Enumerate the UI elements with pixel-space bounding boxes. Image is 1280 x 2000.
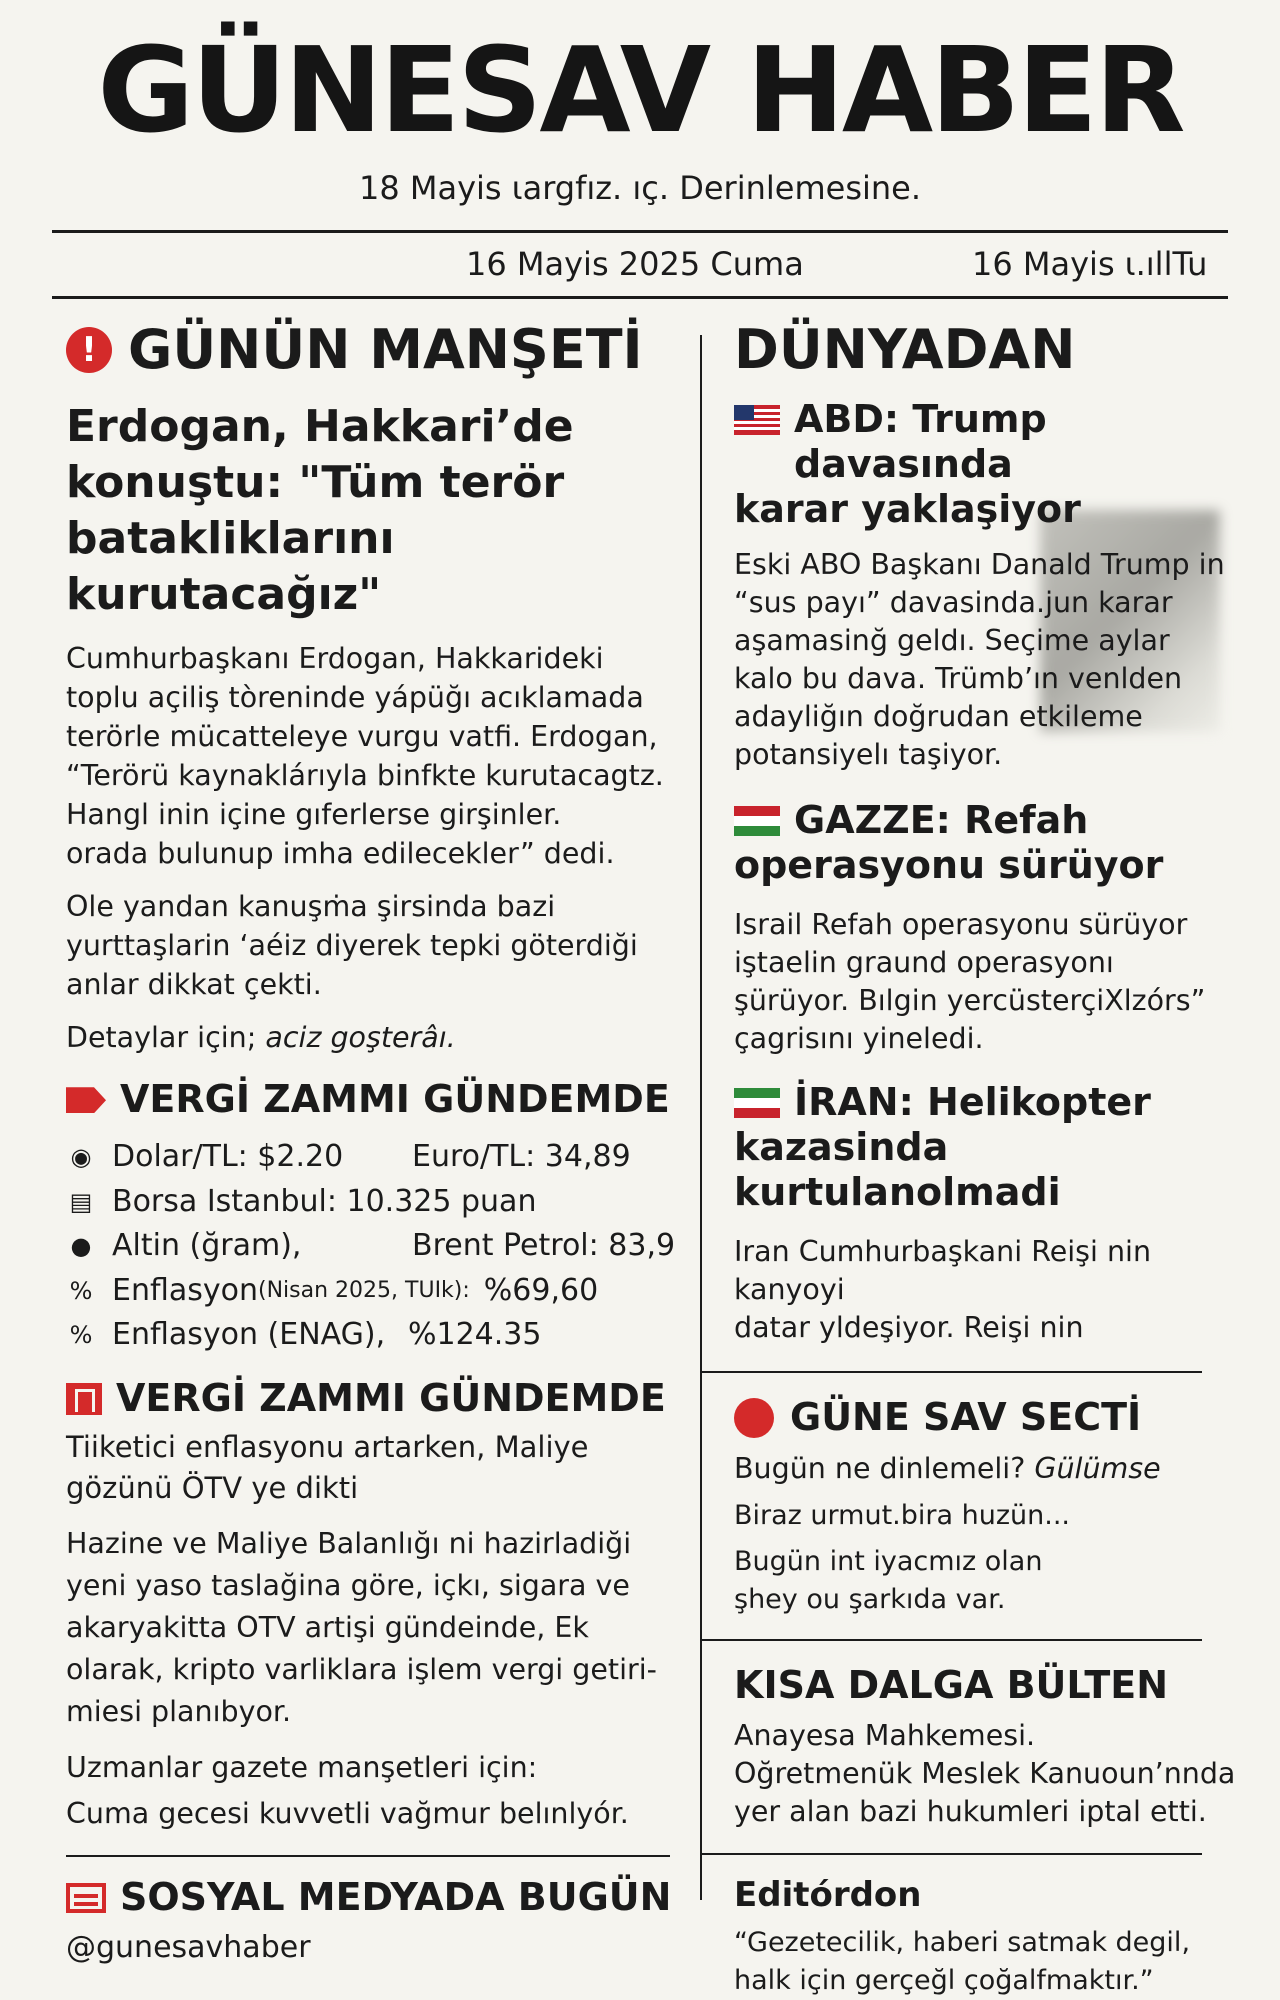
vergi-body: [66, 1523, 686, 1733]
body-line: Israil Refah operasyonu sürüyor: [734, 908, 1188, 942]
body-line: toplu açiliş tòreninde yápüğı acıklamada: [66, 681, 644, 715]
body-line: yeni yaso taslağina göre, içkı, sigara ve: [66, 1569, 630, 1603]
usa-flag-icon: [734, 405, 780, 435]
world-headline: [734, 397, 1254, 532]
headline-line: konuştu: "Tüm terör: [66, 457, 565, 509]
market-value: %69,60: [483, 1272, 599, 1308]
body-line: yer alan bazi hukumleri iptal etti.: [734, 1794, 1207, 1828]
vergi-lead: [66, 1427, 686, 1509]
market-value: Brent Petrol: 83,9: [412, 1228, 676, 1264]
tag-icon: [66, 1087, 106, 1113]
body-line: Ole yandan kanuşṁa şirsinda bazi: [66, 890, 556, 924]
manset-body: [66, 639, 686, 873]
world-item-gaza[interactable]: [734, 798, 1254, 1058]
world-body: [734, 546, 1254, 774]
headline-line: karar yaklaşiyor: [734, 487, 1081, 532]
headline-line: kazasinda kurtulanolmadi: [734, 1125, 1061, 1215]
iran-flag-icon: [734, 1088, 780, 1118]
body-line: gözünü ÖTV ye dikti: [66, 1471, 359, 1506]
manset-body-2: [66, 887, 686, 1004]
body-line: Eski ABO Başkanı Danald Trump in: [734, 548, 1225, 582]
market-value: Enflasyon (ENAG),: [112, 1317, 386, 1353]
exclamation-icon: !: [66, 327, 112, 373]
headline-line: İRAN: Helikopter: [794, 1080, 1151, 1125]
world-section-title: DÜNYADAN: [734, 318, 1076, 381]
world-body: [734, 1233, 1254, 1347]
pick-question-text: Bugün ne dinlemeli?: [734, 1452, 1026, 1486]
manset-heading: [66, 320, 686, 379]
body-line: adayliğın doğrudan etkileme: [734, 700, 1143, 734]
body-line: yurttaşlarin ‘aéiz diyerek tepki göterdiği: [66, 929, 638, 963]
body-line: iştaelin graund operasyonı: [734, 946, 1114, 980]
market-row: [66, 1269, 686, 1314]
body-line: olarak, kripto varliklara işlem vergi getiri-: [66, 1653, 657, 1687]
column-divider: [700, 335, 702, 1900]
quote-line: “Gezetecilik, haberi satmak degil,: [734, 1927, 1191, 1959]
editor-rule: [702, 1853, 1202, 1855]
social-handle[interactable]: @gunesavhaber: [66, 1930, 311, 1966]
body-line: kalo bu dava. Trümb’ın venlden: [734, 662, 1183, 696]
headline-line: GAZZE: Refah: [794, 798, 1089, 843]
pick-line: Biraz urmut.bira huzün...: [734, 1500, 1070, 1532]
body-line: Cuma gecesi kuvvetli vağmur belınlyór.: [66, 1797, 629, 1831]
body-line: potansiyelı taşiyor.: [734, 738, 1003, 772]
body-line: şürüyor. Bılgin yercüsterçiXlzórs”: [734, 984, 1206, 1018]
market-value: Enflasyon: [112, 1272, 259, 1308]
dateline-center: 16 Mayis 2025 Cuma: [466, 245, 804, 283]
editor-quote: [734, 1924, 1254, 2000]
social-heading: [66, 1877, 686, 1919]
body-line: aşamasinğ geldı. Seçime aylar: [734, 624, 1170, 658]
body-line: “sus payı” davasinda.jun karar: [734, 586, 1173, 620]
manset-details: [66, 1018, 686, 1057]
editor-heading: [734, 1874, 1254, 1915]
building-icon: [66, 1383, 102, 1415]
manset-headline[interactable]: [66, 399, 686, 623]
market-row: [66, 1180, 686, 1225]
market-row: [66, 1313, 686, 1358]
gaza-flag-icon: [734, 806, 780, 836]
media-icon: [66, 1883, 106, 1913]
body-line: terörle mücatteleye vurgu vatfi. Erdogan,: [66, 720, 658, 754]
body-line: miesi planıbyor.: [66, 1695, 292, 1729]
social-rule: [66, 1855, 670, 1857]
headline-line: Erdogan, Hakkari’de: [66, 401, 574, 453]
bulletin-body: [734, 1717, 1254, 1831]
body-line: orada bulunup imha edilecekler” dedi.: [66, 837, 615, 871]
market-value: %124.35: [408, 1317, 542, 1353]
world-item-iran[interactable]: [734, 1080, 1254, 1347]
headline-line: batakliklarını kurutacağız": [66, 513, 395, 621]
dateline-rule: [52, 296, 1228, 299]
market-ticker: [66, 1135, 686, 1358]
pick-line: şhey ou şarkıda var.: [734, 1584, 1006, 1616]
market-value: Euro/TL: 34,89: [412, 1139, 631, 1175]
dot-icon: [734, 1398, 774, 1438]
world-body: [734, 906, 1254, 1058]
pick-question: [734, 1449, 1254, 1489]
headline-line: operasyonu sürüyor: [734, 843, 1164, 888]
bulletin-section-title: KISA DALGA BÜLTEN: [734, 1663, 1169, 1708]
details-prefix: Detaylar için;: [66, 1021, 257, 1055]
pick-song-title[interactable]: Gülümse: [1034, 1452, 1161, 1486]
train-icon: ▤: [69, 1187, 93, 1216]
manset-section-title: GÜNÜN MANŞETİ: [128, 318, 643, 381]
dateline-right: 16 Mayis ɩ.ıllTu: [972, 245, 1208, 283]
body-line: Hazine ve Maliye Balanlığı ni hazirladiği: [66, 1527, 632, 1561]
bulletin-rule: [702, 1639, 1202, 1641]
masthead-title: GÜNESAV HABER: [97, 21, 1183, 159]
masthead-tagline: 18 Mayis ɩargfız. ıç. Derinlemesine.: [358, 169, 922, 207]
quote-line: halk için gerçeğl çoğalfmaktır.”: [734, 1965, 1154, 1997]
world-item-usa[interactable]: [734, 397, 1254, 774]
body-line: Iran Cumhurbaşkani Reişi nin kanyoyi: [734, 1235, 1152, 1307]
pick-rule: [702, 1371, 1202, 1373]
top-rule: [52, 230, 1228, 233]
pick-heading: [734, 1397, 1254, 1439]
pick-line: Bugün int iyacmız olan: [734, 1546, 1043, 1578]
headline-line: ABD: Trump davasında: [794, 397, 1047, 487]
markets-section-title: VERGİ ZAMMI GÜNDEMDE: [120, 1077, 670, 1122]
body-line: Uzmanlar gazete manşetleri için:: [66, 1751, 538, 1785]
coin-icon: ◉: [70, 1143, 92, 1172]
bulletin-heading: [734, 1665, 1254, 1707]
pick-section-title: GÜNE SAV SECTİ: [790, 1395, 1142, 1440]
left-column: [66, 320, 686, 1967]
gold-icon: ●: [70, 1232, 92, 1261]
editor-section-title: Editórdon: [734, 1874, 922, 1915]
market-row: [66, 1224, 686, 1269]
vergi-heading: [66, 1375, 686, 1420]
body-line: Cumhurbaşkanı Erdogan, Hakkarideki: [66, 642, 604, 676]
vergi-section-title: VERGİ ZAMMI GÜNDEMDE: [116, 1375, 666, 1420]
body-line: Anayesa Mahkemesi.: [734, 1718, 1036, 1752]
market-value: Altin (ğram),: [112, 1228, 302, 1264]
body-line: Tiiketici enflasyonu artarken, Maliye: [66, 1430, 589, 1465]
body-line: datar yldeşiyor. Reişi nin: [734, 1311, 1084, 1345]
markets-heading: [66, 1079, 686, 1121]
right-column: [734, 320, 1254, 2000]
percent-icon: %: [69, 1276, 93, 1305]
percent-icon: %: [69, 1321, 93, 1350]
body-line: “Terörü kaynaklárıyla binfkte kurutacagtz.: [66, 759, 664, 793]
market-row: [66, 1135, 686, 1180]
details-link[interactable]: aciz goşterâı.: [265, 1021, 456, 1055]
world-headline: [734, 798, 1254, 888]
vergi-body-2: [66, 1745, 686, 1837]
body-line: çagrisını yineledi.: [734, 1022, 984, 1056]
body-line: Oğretmenük Meslek Kanuoun’nnda: [734, 1756, 1236, 1790]
social-section-title: SOSYAL MEDYADA BUGÜN: [120, 1875, 672, 1920]
world-heading: [734, 320, 1254, 379]
world-headline: [734, 1080, 1254, 1215]
market-value: Borsa Istanbul: 10.325 puan: [112, 1183, 537, 1219]
body-line: anlar dikkat çekti.: [66, 968, 322, 1002]
body-line: Hangl inin içine gıferlerse girşinler.: [66, 798, 562, 832]
body-line: akaryakitta OTV artişi gündeinde, Ek: [66, 1611, 589, 1645]
market-value: Dolar/TL: $2.20: [112, 1139, 344, 1175]
market-note: (Nisan 2025, TUIk):: [258, 1277, 470, 1303]
